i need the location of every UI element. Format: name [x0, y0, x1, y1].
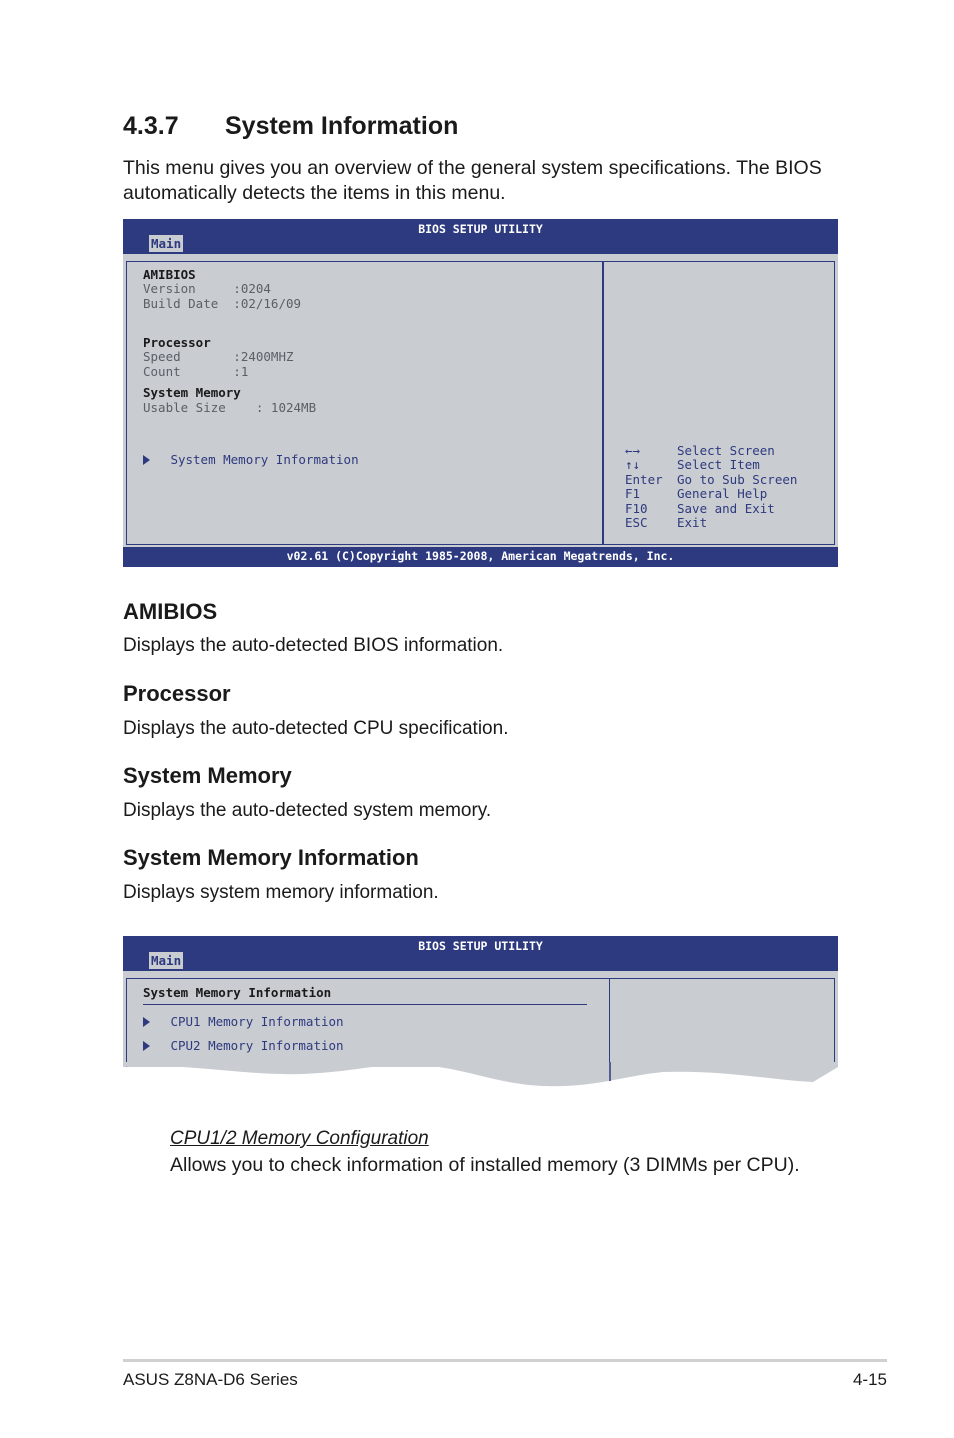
bios-build-date: Build Date :02/16/09	[143, 296, 302, 311]
help-key: F1	[625, 486, 641, 502]
tab-main[interactable]: Main	[151, 236, 182, 251]
submenu-system-memory-information[interactable]	[143, 451, 359, 469]
bios-title: BIOS SETUP UTILITY	[418, 939, 543, 953]
smi-text: Displays system memory information.	[123, 882, 439, 903]
help-desc: Select Item	[677, 457, 760, 473]
cpu-config-title: CPU1/2 Memory Configuration	[170, 1128, 429, 1149]
system-memory-text: Displays the auto-detected system memory.	[123, 800, 492, 821]
bios-screen-2	[123, 936, 838, 1096]
intro-paragraph: This menu gives you an overview of the general system specifications. The BIOS automatically detects the items in this menu.	[123, 157, 822, 204]
processor-speed: Speed :2400MHZ	[143, 349, 294, 364]
section-heading	[123, 112, 458, 141]
help-row	[625, 473, 797, 487]
submenu-arrow-icon	[143, 1041, 150, 1051]
help-key: ↑↓	[625, 457, 641, 473]
amibios-text: Displays the auto-detected BIOS information.	[123, 635, 504, 656]
submenu-arrow-icon	[143, 1017, 150, 1027]
tab-main[interactable]: Main	[151, 953, 182, 968]
submenu-cpu2-memory-information[interactable]	[143, 1037, 344, 1055]
help-row	[625, 458, 797, 472]
bios-title: BIOS SETUP UTILITY	[418, 222, 543, 236]
processor-count: Count :1	[143, 364, 249, 379]
bios-screen-1	[123, 219, 838, 567]
help-row	[625, 502, 797, 516]
help-row	[625, 487, 797, 501]
submenu-label: System Memory Information	[170, 452, 359, 467]
help-desc: Exit	[677, 515, 708, 531]
panel-title-underline	[143, 1004, 587, 1005]
bios-body	[123, 971, 838, 1067]
submenu-label: CPU1 Memory Information	[170, 1014, 344, 1029]
submenu-arrow-icon	[143, 455, 150, 465]
panel-title: System Memory Information	[143, 985, 332, 1000]
torn-edge	[123, 1062, 838, 1096]
footer-left: ASUS Z8NA-D6 Series	[123, 1370, 298, 1389]
submenu-label: CPU2 Memory Information	[170, 1038, 344, 1053]
help-key: ESC	[625, 515, 648, 531]
system-memory-heading: System Memory	[123, 763, 292, 788]
bios-header	[123, 936, 838, 971]
processor-heading: Processor	[123, 681, 231, 706]
bios-copyright: v02.61 (C)Copyright 1985-2008, American Megatrends, Inc.	[286, 549, 675, 563]
cpu-config-text: Allows you to check information of installed memory (3 DIMMs per CPU).	[170, 1154, 800, 1176]
help-key: F10	[625, 500, 648, 516]
help-row	[625, 444, 797, 458]
help-desc: General Help	[677, 486, 768, 502]
bios-body	[123, 254, 838, 547]
amibios-label: AMIBIOS	[143, 267, 196, 282]
bios-header	[123, 219, 838, 254]
processor-text: Displays the auto-detected CPU specification.	[123, 718, 509, 739]
amibios-heading: AMIBIOS	[123, 599, 218, 624]
help-desc: Go to Sub Screen	[677, 471, 798, 487]
bios-right-pane	[610, 978, 835, 1067]
section-number: 4.3.7	[123, 112, 179, 140]
footer-page-number: 4-15	[852, 1370, 887, 1389]
help-desc: Select Screen	[677, 443, 775, 458]
bios-footer-bar	[123, 547, 838, 567]
system-memory-label: System Memory	[143, 385, 241, 400]
smi-heading: System Memory Information	[123, 845, 419, 870]
submenu-cpu1-memory-information[interactable]	[143, 1013, 344, 1031]
help-desc: Save and Exit	[677, 500, 775, 516]
processor-label: Processor	[143, 335, 211, 350]
footer-rule	[123, 1359, 887, 1362]
usable-size: Usable Size : 1024MB	[143, 400, 317, 415]
help-row	[625, 516, 797, 530]
help-key: ←→	[625, 443, 641, 458]
bios-version: Version :0204	[143, 281, 271, 296]
section-title: System Information	[225, 112, 459, 140]
help-key: Enter	[625, 471, 663, 487]
help-list	[625, 444, 797, 530]
